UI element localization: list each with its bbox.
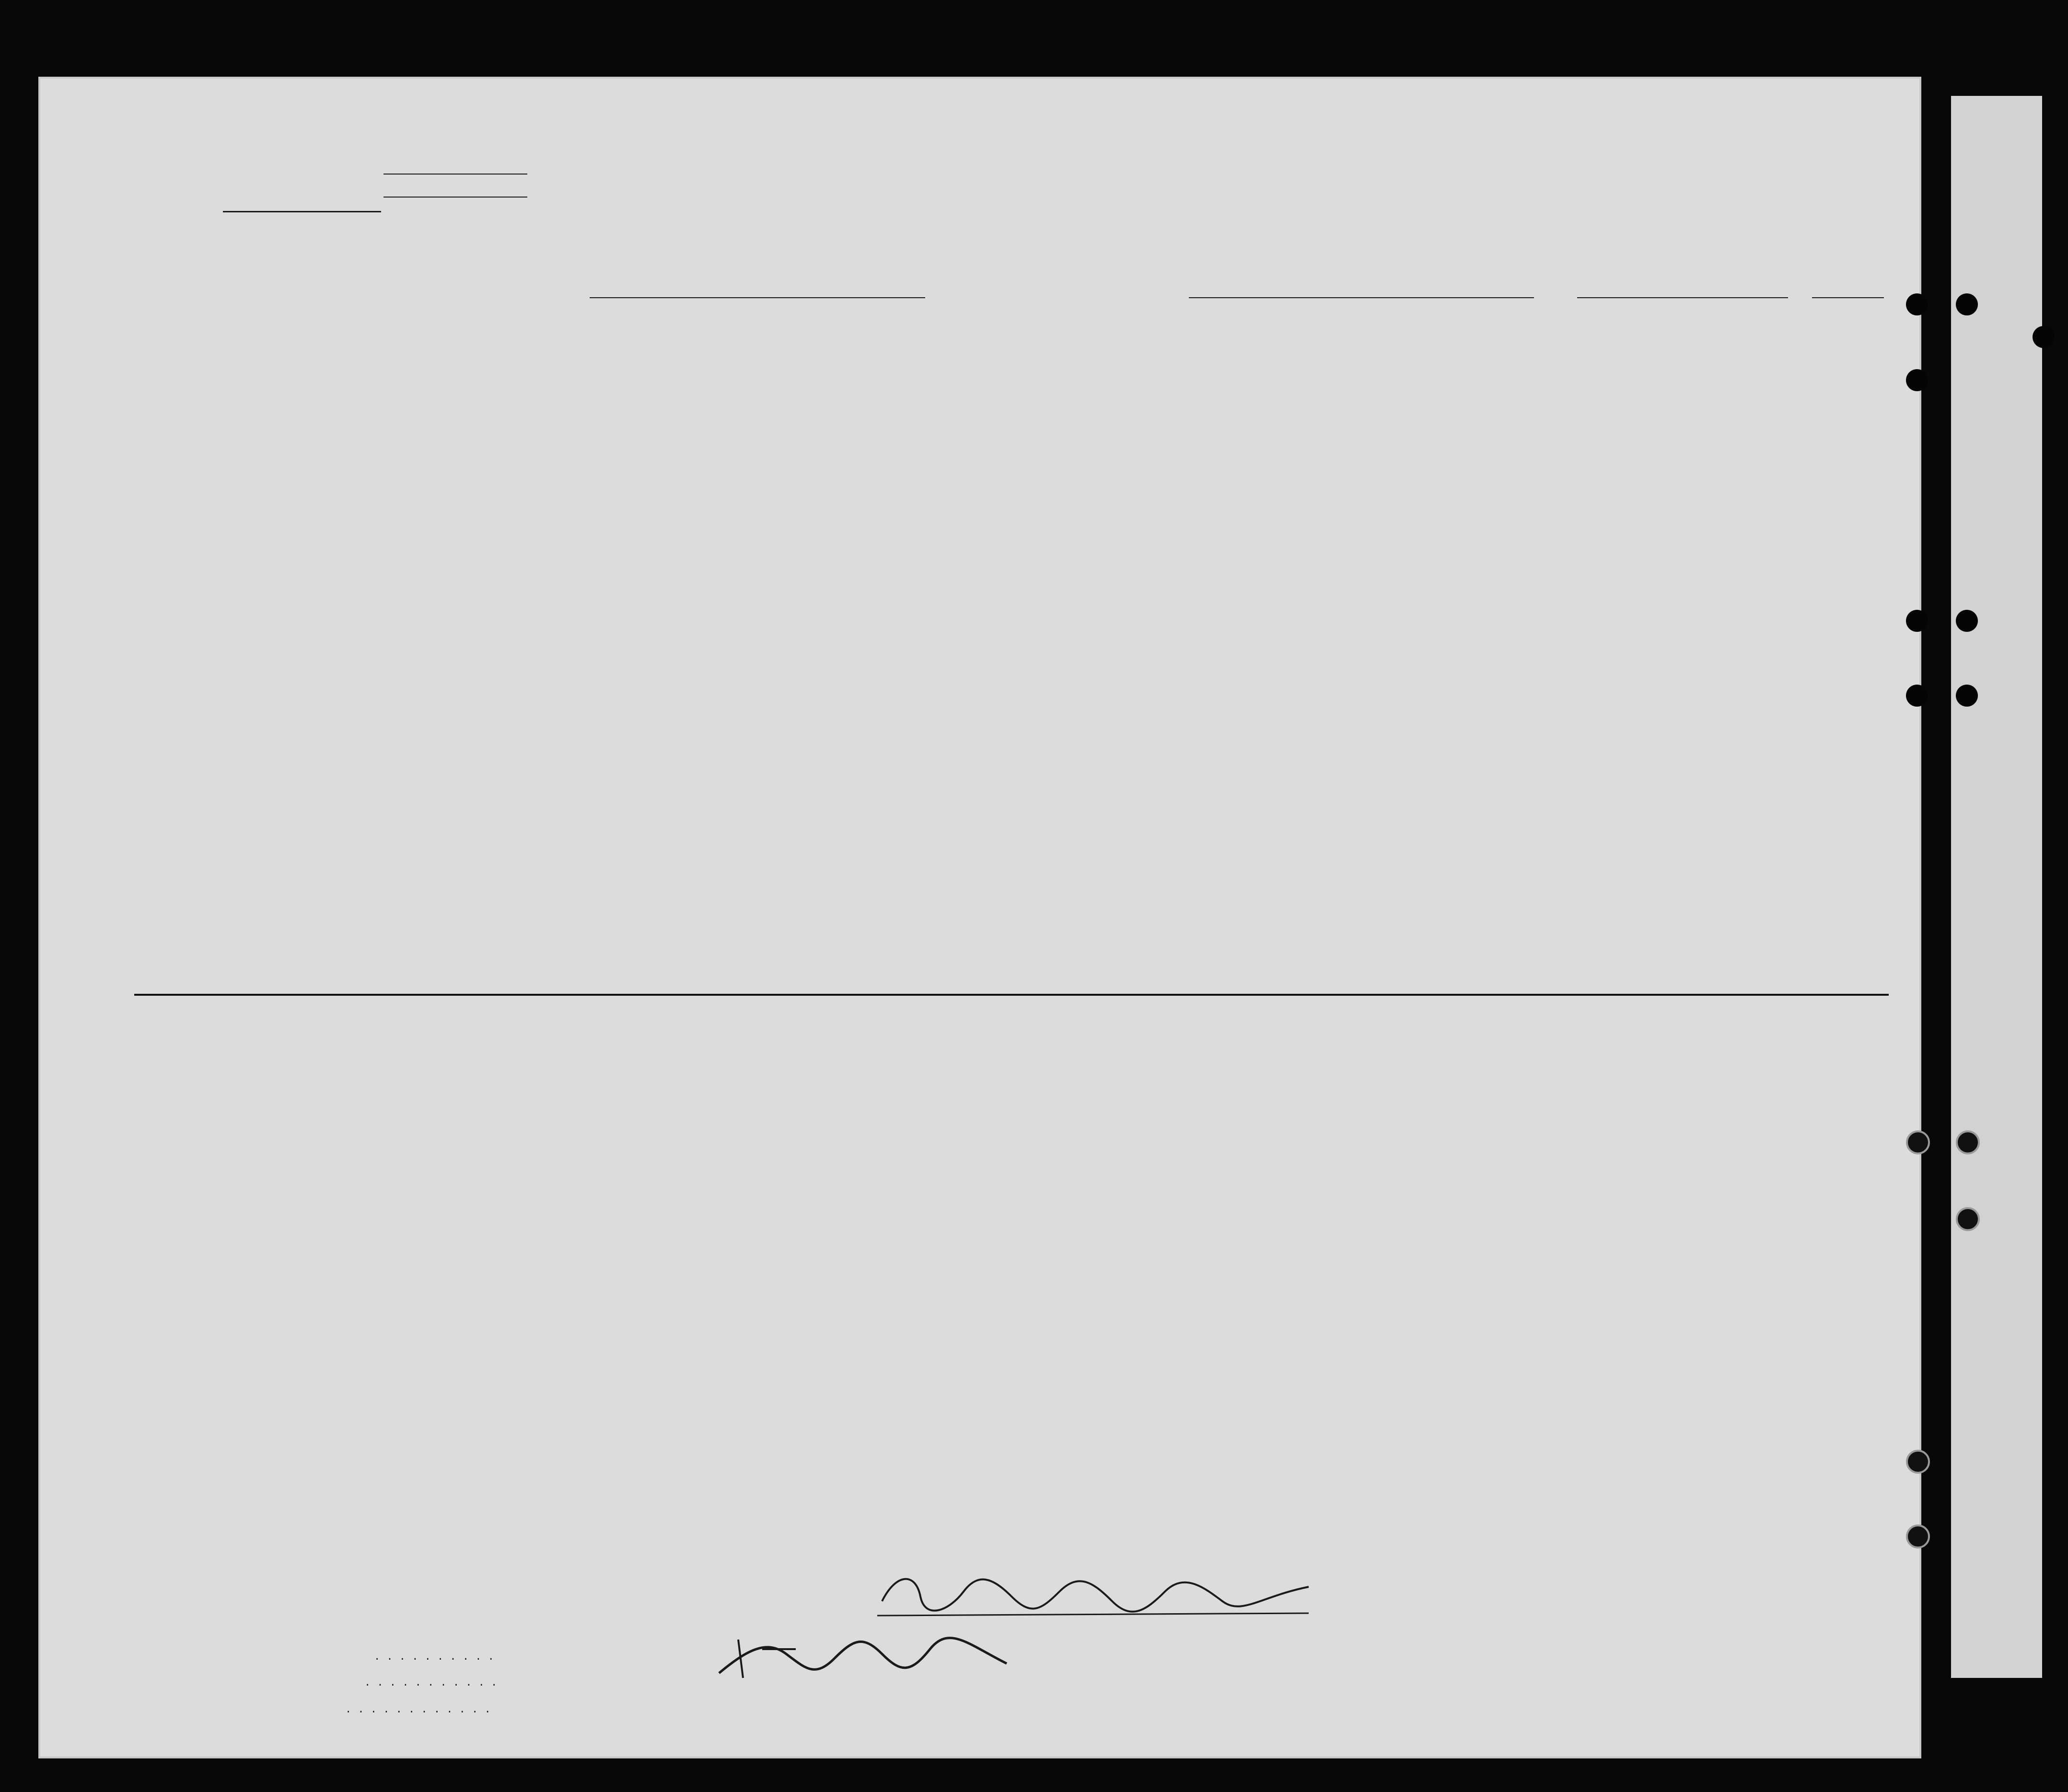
punch-hole: [1956, 1207, 1980, 1231]
leader-dots: . . . . . . . . . . .: [364, 1677, 498, 1689]
leader-dots: . . . . . . . . . . . .: [345, 1704, 491, 1716]
leader-dots: . . . . . . . . . .: [374, 1651, 494, 1663]
punch-hole: [1956, 610, 1978, 632]
punch-hole: [1906, 610, 1928, 632]
manifest-sheet: [38, 77, 1921, 1758]
inspector-signature: [877, 1568, 1318, 1620]
cancel-strike-line: [134, 994, 1889, 996]
punch-hole: [2033, 326, 2055, 348]
punch-hole: [1906, 369, 1928, 391]
punch-hole: [1906, 1450, 1930, 1474]
punch-hole: [1906, 293, 1928, 315]
punch-hole: [1906, 685, 1928, 707]
punch-hole: [1956, 293, 1978, 315]
adjacent-page-edge: [1951, 96, 2042, 1678]
purser-signature: [709, 1620, 1026, 1687]
punch-hole: [1906, 1130, 1930, 1154]
punch-hole: [1906, 1524, 1930, 1548]
punch-hole: [1956, 1130, 1980, 1154]
punch-hole: [1956, 685, 1978, 707]
